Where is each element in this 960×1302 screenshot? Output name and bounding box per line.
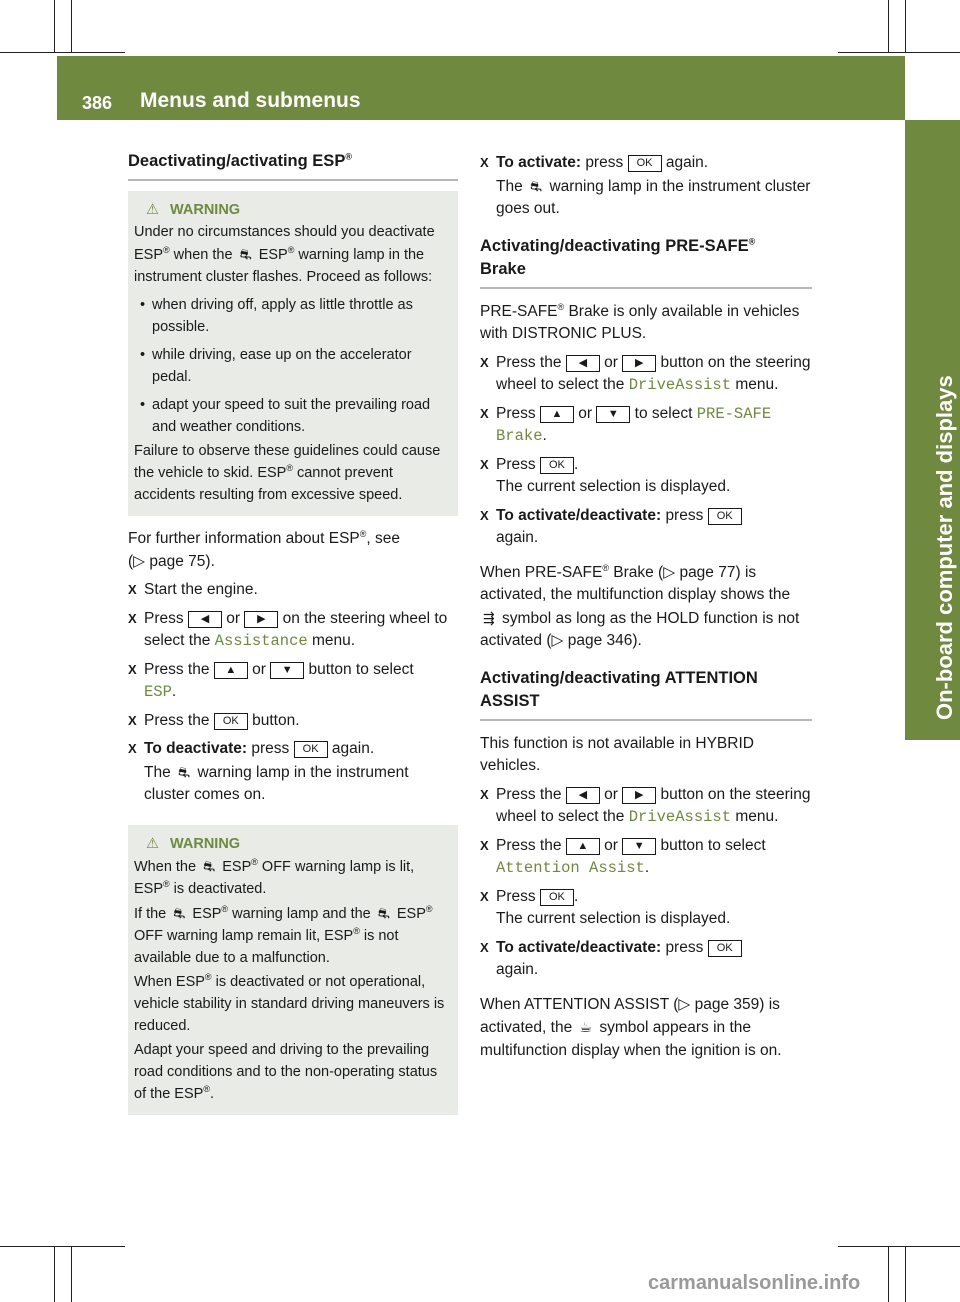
chapter-tab xyxy=(905,120,960,740)
info-paragraph: When PRE-SAFE® Brake (▷ page 77) is activated, the multifunction display shows the ⇶ symbol as long as the HOLD function is not activated (▷ page 346). xyxy=(480,562,800,649)
down-key-icon: ▼ xyxy=(270,662,304,679)
chapter-tab-label: On-board computer and displays xyxy=(932,375,957,720)
crop-mark xyxy=(54,0,55,52)
left-key-icon: ◀ xyxy=(188,611,222,628)
page-number: 386 xyxy=(82,93,113,113)
step: X Press the ◀ or ▶ button on the steering wheel to select the DriveAssist menu. xyxy=(480,353,811,394)
step: X To activate: press OK again. The ⛐ warning lamp in the instrument cluster goes out. xyxy=(480,154,811,217)
crop-mark xyxy=(838,1246,960,1247)
crop-mark xyxy=(0,1246,125,1247)
step: X Press the ▲ or ▼ button to select Attention Assist. xyxy=(480,836,766,877)
esp-warning-lamp-icon: ⛐ xyxy=(239,246,252,262)
presafe-brake-icon: ⇶ xyxy=(483,609,495,626)
step-arrow-icon: X xyxy=(480,888,489,904)
step: X To activate/deactivate: press OK again. xyxy=(480,937,812,982)
step: X Press the ◀ or ▶ button on the steering wheel to select the DriveAssist menu. xyxy=(480,785,811,826)
step-arrow-icon: X xyxy=(128,582,137,597)
crop-mark xyxy=(71,0,72,52)
info-paragraph: When ATTENTION ASSIST (▷ page 359) is activated, the ☕ symbol appears in the multifunction display when the ignition is on. xyxy=(480,995,782,1059)
step: X Press ◀ or ▶ on the steering wheel to select the Assistance menu. xyxy=(128,609,448,650)
crop-mark xyxy=(888,1246,889,1302)
page-title: Menus and submenus xyxy=(140,89,361,112)
esp-off-lamp-icon: ⛐ xyxy=(530,177,543,194)
right-key-icon: ▶ xyxy=(622,787,656,804)
ok-key-icon: OK xyxy=(540,889,574,906)
step-arrow-icon: X xyxy=(128,741,137,756)
step: X Press the OK button. xyxy=(128,710,458,733)
watermark: carmanualsonline.info xyxy=(648,1272,861,1294)
step: X Press OK . The current selection is displayed. xyxy=(480,455,731,495)
ok-key-icon: OK xyxy=(708,940,742,957)
section-title-presafe: Activating/deactivating PRE-SAFE® Brake xyxy=(480,235,812,289)
list-item: • adapt your speed to suit the prevailing road and weather conditions. xyxy=(134,394,450,438)
ok-key-icon: OK xyxy=(628,155,662,172)
step: X Press OK . The current selection is displayed. xyxy=(480,887,731,927)
warning-title: ⚠ WARNING xyxy=(134,833,450,855)
warning-box: ⚠ WARNING Under no circumstances should you deactivate ESP® when the ⛐ ESP® warning lamp in the instrument cluster flashes. Proceed as follows: • when driving off, apply as little throttle as possible. • while driving, ease up on the accelerator pedal. • adapt your speed to suit the prevailing road and weather conditions. Failure to observe these guidelines could cause the vehicle to skid. ESP® cannot prevent accidents resulting from excessive speed. xyxy=(128,191,458,516)
step-arrow-icon: X xyxy=(480,155,489,170)
warning-box: ⚠ WARNING When the ⛐ ESP® OFF warning lamp is lit, ESP® is deactivated. If the ⛐ ESP® warning lamp and the ⛐ ESP® OFF warning lamp remain lit, ESP® is not available due to a malfunction. When ESP® is deactivated or not operational, vehicle stability in standard driving maneuvers is reduced. Adapt your speed and driving to the prevailing road conditions and to the non-operating status of the ESP®. xyxy=(128,825,458,1115)
section-title-esp: Deactivating/activating ESP® xyxy=(128,150,458,181)
step-arrow-icon: X xyxy=(128,661,137,677)
esp-warning-lamp-icon: ⛐ xyxy=(173,904,186,921)
right-key-icon: ▶ xyxy=(622,355,656,372)
ok-key-icon: OK xyxy=(708,508,742,525)
warning-triangle-icon: ⚠ xyxy=(146,202,159,218)
esp-off-lamp-icon: ⛐ xyxy=(178,763,191,780)
crop-mark xyxy=(905,1246,906,1302)
right-key-icon: ▶ xyxy=(244,611,278,628)
info-paragraph: For further information about ESP®, see (▷ page 75). xyxy=(128,528,401,570)
section-title-attention-assist: Activating/deactivating ATTENTION ASSIST xyxy=(480,667,812,721)
up-key-icon: ▲ xyxy=(566,838,600,855)
step-arrow-icon: X xyxy=(480,507,489,523)
step-arrow-icon: X xyxy=(480,786,489,802)
crop-mark xyxy=(0,52,125,53)
esp-off-lamp-icon: ⛐ xyxy=(203,857,216,874)
step-arrow-icon: X xyxy=(128,712,137,728)
step: X Press the ▲ or ▼ button to select ESP. xyxy=(128,660,414,701)
warning-triangle-icon: ⚠ xyxy=(146,835,159,852)
crop-mark xyxy=(71,1246,72,1302)
step: X Press ▲ or ▼ to select PRE-SAFE Brake. xyxy=(480,404,772,445)
left-column xyxy=(128,150,458,1115)
ok-key-icon: OK xyxy=(294,741,328,758)
down-key-icon: ▼ xyxy=(622,838,656,855)
info-paragraph: This function is not available in HYBRID vehicles. xyxy=(480,734,754,774)
ok-key-icon: OK xyxy=(214,713,248,730)
esp-off-lamp-icon: ⛐ xyxy=(377,904,390,921)
right-column xyxy=(480,150,812,1062)
up-key-icon: ▲ xyxy=(540,406,574,423)
step-arrow-icon: X xyxy=(480,837,489,853)
list-item: • while driving, ease up on the accelerator pedal. xyxy=(134,344,450,388)
crop-mark xyxy=(888,0,889,52)
step-arrow-icon: X xyxy=(480,456,489,472)
left-key-icon: ◀ xyxy=(566,355,600,372)
info-paragraph: PRE-SAFE® Brake is only available in vehicles with DISTRONIC PLUS. xyxy=(480,301,800,342)
step-arrow-icon: X xyxy=(480,354,489,370)
step-arrow-icon: X xyxy=(480,939,489,955)
up-key-icon: ▲ xyxy=(214,662,248,679)
step-arrow-icon: X xyxy=(480,405,489,421)
crop-mark xyxy=(905,0,906,52)
down-key-icon: ▼ xyxy=(596,406,630,423)
warning-title: ⚠ WARNING xyxy=(134,199,450,221)
step: X Start the engine. xyxy=(128,579,458,602)
crop-mark xyxy=(838,52,960,53)
step: X To activate/deactivate: press OK again. xyxy=(480,505,812,550)
coffee-cup-icon: ☕ xyxy=(579,1019,593,1035)
step: X To deactivate: press OK again. The ⛐ warning lamp in the instrument cluster comes on. xyxy=(128,740,409,803)
list-item: • when driving off, apply as little throttle as possible. xyxy=(134,294,450,338)
ok-key-icon: OK xyxy=(540,457,574,474)
crop-mark xyxy=(54,1246,55,1302)
step-arrow-icon: X xyxy=(128,610,137,626)
left-key-icon: ◀ xyxy=(566,787,600,804)
